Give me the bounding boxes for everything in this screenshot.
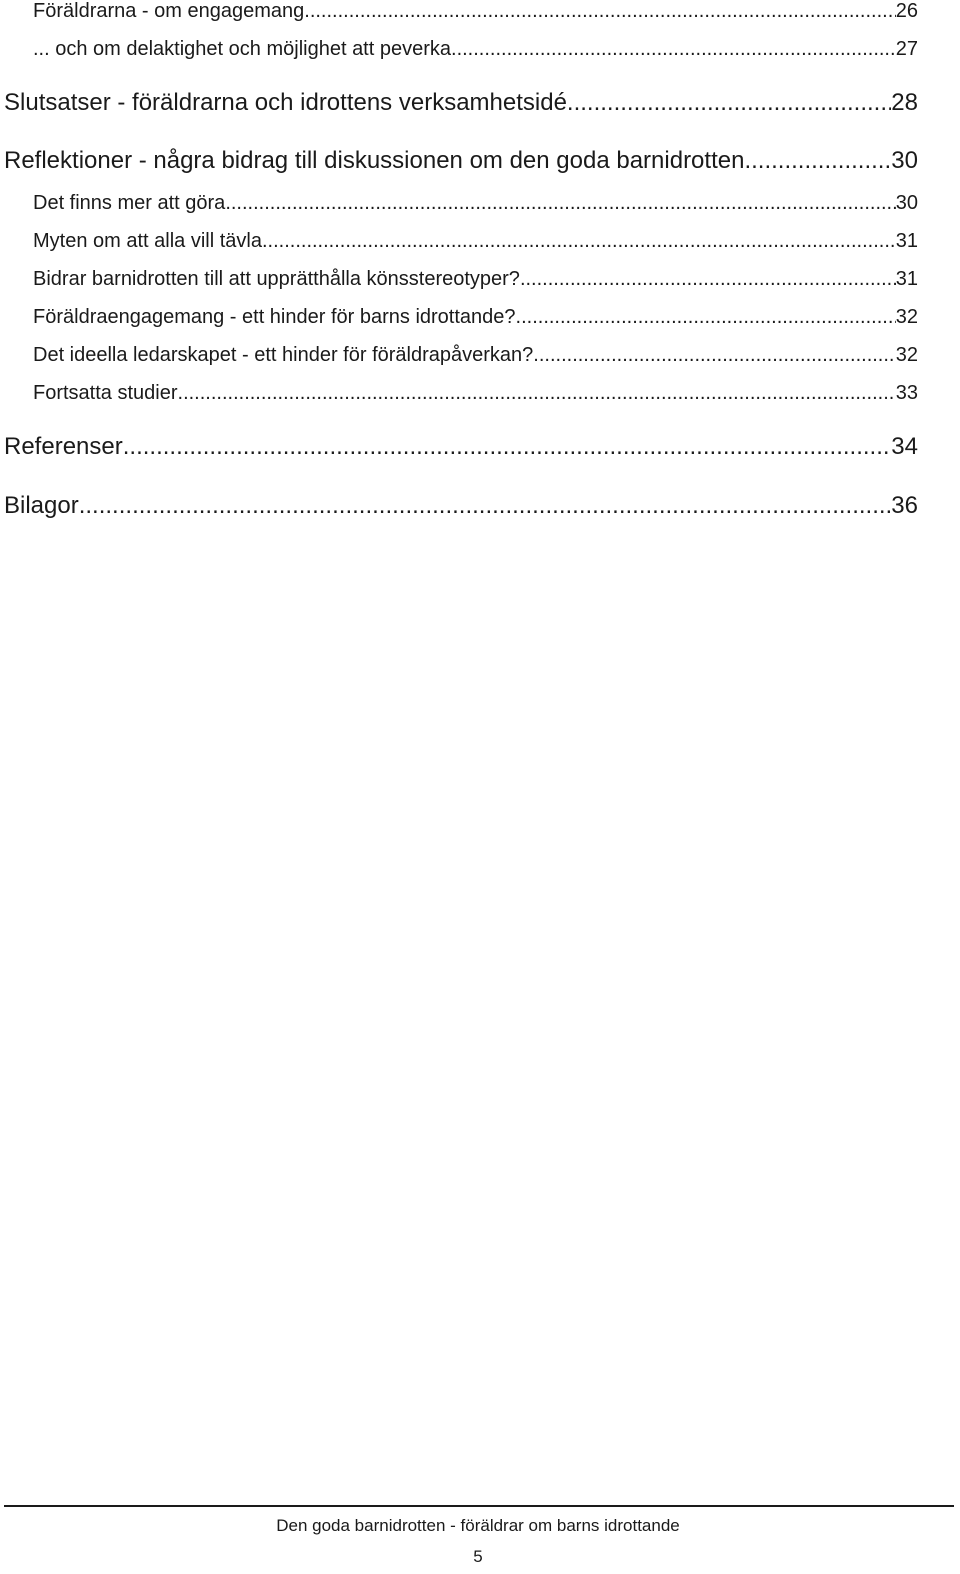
toc-entry-page: 26 <box>895 0 918 22</box>
toc-entry-page: 36 <box>891 492 918 519</box>
toc-entry[interactable] <box>4 433 918 463</box>
toc-entry-title: Föräldraengagemang - ett hinder för barns idrottande? <box>33 306 516 328</box>
toc-entry-title: Slutsatser - föräldrarna och idrottens verksamhetsidé <box>4 89 567 116</box>
toc-dot-leader <box>79 492 892 520</box>
toc-entry-page: 31 <box>895 268 918 290</box>
toc-entry-title: ... och om delaktighet och möjlighet att peverka <box>33 38 452 60</box>
footer-divider <box>4 1505 954 1507</box>
toc-entry-page: 31 <box>895 230 918 252</box>
footer-page-number: 5 <box>473 1547 483 1566</box>
toc-entry-page: 32 <box>895 344 918 366</box>
toc-entry[interactable] <box>33 268 918 294</box>
toc-entry-title: Det ideella ledarskapet - ett hinder för föräldrapåverkan? <box>33 344 534 366</box>
toc-entry[interactable] <box>33 344 918 370</box>
toc-dot-leader <box>516 306 896 329</box>
toc-entry-page: 30 <box>895 192 918 214</box>
toc-dot-leader <box>225 192 895 215</box>
toc-dot-leader <box>567 89 891 117</box>
toc-dot-leader <box>533 344 895 367</box>
toc-dot-leader <box>520 268 896 291</box>
toc-entry[interactable] <box>33 306 918 332</box>
toc-dot-leader <box>744 147 891 175</box>
toc-entry[interactable] <box>33 192 918 218</box>
toc-entry[interactable] <box>33 230 918 256</box>
toc-entry[interactable] <box>4 147 918 177</box>
toc-entry-title: Föräldrarna - om engagemang <box>33 0 305 22</box>
toc-dot-leader <box>178 382 896 405</box>
toc-entry[interactable] <box>33 38 918 64</box>
toc-entry-page: 33 <box>895 382 918 404</box>
toc-dot-leader <box>123 433 892 461</box>
toc-entry-title: Referenser <box>4 433 123 460</box>
toc-entry-page: 28 <box>891 89 918 116</box>
toc-entry-page: 34 <box>891 433 918 460</box>
toc-dot-leader <box>304 0 895 23</box>
toc-entry[interactable] <box>4 492 918 522</box>
toc-entry-title: Fortsatta studier <box>33 382 178 404</box>
toc-entry-page: 30 <box>891 147 918 174</box>
toc-entry[interactable] <box>33 382 918 408</box>
toc-entry[interactable] <box>4 89 918 119</box>
toc-entry-page: 32 <box>895 306 918 328</box>
toc-dot-leader <box>262 230 896 253</box>
toc-entry-title: Det finns mer att göra <box>33 192 226 214</box>
footer-running-title: Den goda barnidrotten - föräldrar om barns idrottande <box>276 1516 680 1535</box>
toc-entry-title: Myten om att alla vill tävla <box>33 230 262 252</box>
toc-entry-title: Bilagor <box>4 492 79 519</box>
toc-entry-title: Reflektioner - några bidrag till diskussionen om den goda barnidrotten <box>4 147 745 174</box>
toc-entry[interactable] <box>33 0 918 26</box>
toc-entry-page: 27 <box>895 38 918 60</box>
toc-dot-leader <box>451 38 896 61</box>
toc-entry-title: Bidrar barnidrotten till att upprätthålla könsstereotyper? <box>33 268 520 290</box>
